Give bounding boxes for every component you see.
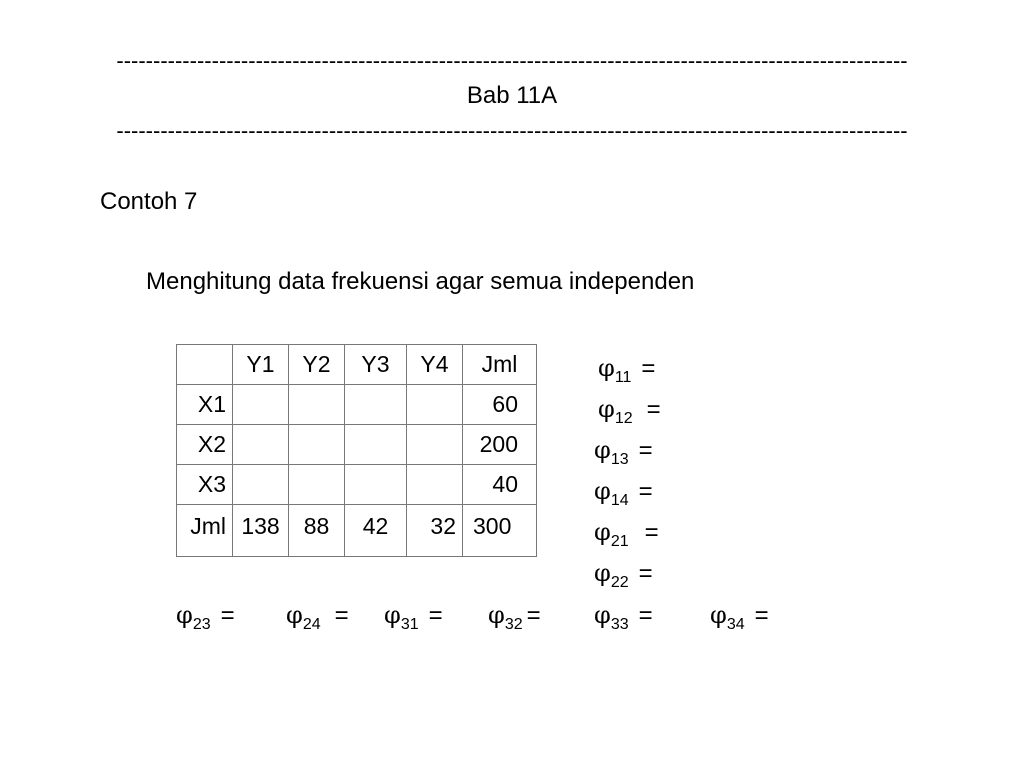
phi-label: $\varphi_{31}$ = (384, 601, 443, 633)
table-row (177, 505, 537, 557)
frequency-table (176, 344, 537, 557)
table-cell (233, 385, 289, 425)
phi-label: $\varphi_{14}$ = (594, 477, 653, 509)
table-cell (289, 425, 345, 465)
phi-label: $\varphi_{33}$ = (594, 601, 653, 633)
table-cell (233, 465, 289, 505)
subtitle: Menghitung data frekuensi agar semua independen (146, 268, 695, 295)
table-cell (345, 385, 407, 425)
table-row (177, 425, 537, 465)
table-cell: Jml (177, 505, 233, 557)
phi-label: $\varphi_{34}$ = (710, 601, 769, 633)
table-cell: 60 (463, 385, 537, 425)
bottom-dashed-line: ------------------------------------------------------------------------------------------------------------ (116, 118, 908, 143)
phi-label: $\varphi_{32}$ = (488, 601, 541, 633)
phi-label: $\varphi_{21}$ = (594, 518, 659, 550)
page-title: Bab 11A (466, 82, 558, 109)
table-cell: 42 (345, 505, 407, 557)
table-cell: 40 (463, 465, 537, 505)
table-cell (407, 465, 463, 505)
table-cell (289, 385, 345, 425)
phi-label: $\varphi_{13}$ = (594, 436, 653, 468)
table-cell: Jml (463, 345, 537, 385)
table-cell: X2 (177, 425, 233, 465)
table-cell: Y2 (289, 345, 345, 385)
table-cell: Y3 (345, 345, 407, 385)
table-cell: X1 (177, 385, 233, 425)
table-cell (345, 465, 407, 505)
table-row (177, 465, 537, 505)
table-cell (289, 465, 345, 505)
phi-label: $\varphi_{12}$ = (598, 395, 661, 427)
table-cell: X3 (177, 465, 233, 505)
table-cell (407, 385, 463, 425)
table-cell: 138 (233, 505, 289, 557)
phi-label: $\varphi_{22}$ = (594, 559, 653, 591)
table-header-row (177, 345, 537, 385)
table-cell: Y1 (233, 345, 289, 385)
phi-label: $\varphi_{11}$ = (598, 354, 656, 386)
table-cell (233, 425, 289, 465)
table-cell (177, 345, 233, 385)
phi-label: $\varphi_{24}$ = (286, 601, 349, 633)
table-cell: 32 (407, 505, 463, 557)
table-cell (345, 425, 407, 465)
table-row (177, 385, 537, 425)
table-cell: 300 (463, 505, 537, 557)
example-label: Contoh 7 (100, 188, 198, 215)
table-cell: Y4 (407, 345, 463, 385)
table-cell: 88 (289, 505, 345, 557)
table-cell (407, 425, 463, 465)
top-dashed-line: ------------------------------------------------------------------------------------------------------------ (116, 48, 908, 73)
table-cell: 200 (463, 425, 537, 465)
phi-label: $\varphi_{23}$ = (176, 601, 235, 633)
